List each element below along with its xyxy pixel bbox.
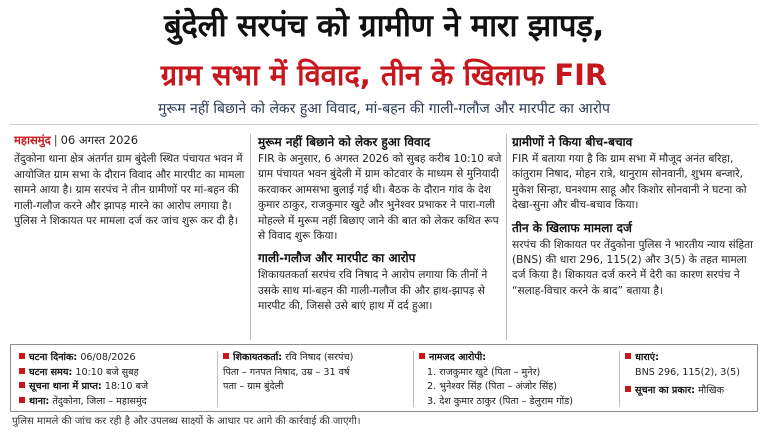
bullet-square-icon (625, 386, 631, 392)
column3-heading-1: ग्रामीणों ने किया बीच-बचाव (512, 135, 633, 149)
article-column-1 (14, 130, 246, 229)
headline-line2: ग्राम सभा में विवाद, तीन के खिलाफ FIR (160, 58, 608, 92)
complainant-details (223, 351, 409, 395)
column3-para-2: सरपंच की शिकायत पर तेंदुकोना पुलिस ने भारतीय न्याय संहिता (BNS) की धारा 296, 115(2) और 3(5) के तहत मामला दर्ज किया है। शिकायत दर्ज करने में देरी का कारण सरपंच ने “सलाह-विचार करने के बाद” बताया है। (512, 238, 753, 297)
sections-label: धाराएं: (635, 352, 659, 363)
dateline-date: 06 अगस्त 2026 (60, 133, 139, 147)
box-divider (619, 351, 620, 407)
info-type-label: सूचना का प्रकार: (635, 385, 695, 396)
bullet-square-icon (419, 353, 425, 359)
subheadline: मुरूम नहीं बिछाने को लेकर हुआ विवाद, मां-बहन की गाली-गलौज और मारपीट का आरोप (157, 101, 610, 117)
dateline-city: महासमुंद (14, 133, 51, 147)
accused-item: 1. राजकुमार खुटे (पिता – मुनेर) (427, 366, 541, 378)
accused-item: 2. भुनेश्वर सिंह (पिता – अंजोर सिंह) (427, 381, 558, 392)
divider (10, 124, 758, 125)
incident-row: घटना दिनांक: 06/08/2026 (19, 351, 215, 366)
bullet-square-icon (223, 353, 229, 359)
incident-row: थाना: तेंदुकोना, जिला – महासमुंद (19, 395, 215, 410)
complainant-name: रवि निषाद (सरपंच) (285, 352, 354, 363)
bullet-square-icon (19, 353, 25, 359)
column-divider (506, 134, 507, 340)
footer-note: पुलिस मामले की जांच कर रही है और उपलब्ध साक्ष्यों के आधार पर आगे की कार्रवाई की जाएगी। (12, 416, 361, 427)
box-divider (413, 351, 414, 407)
incident-row: सूचना थाना में प्राप्त: 18:10 बजे (19, 380, 215, 395)
headline-line1: बुंदेली सरपंच को ग्रामीण ने मारा झापड़, (164, 8, 604, 44)
case-details (625, 351, 755, 399)
dateline-separator: | (53, 133, 58, 147)
complainant-address: पता – ग्राम बुंदेली (223, 381, 284, 392)
column2-para-2: शिकायतकर्ता सरपंच रवि निषाद ने आरोप लगाया कि तीनों ने उसके साथ मां-बहन की गाली-गलौज की और हाथ-झापड़ से मारपीट की, जिससे उसे बाएं हाथ में दर्द हुआ। (258, 269, 488, 313)
bullet-square-icon (19, 397, 25, 403)
sections-value: BNS 296, 115(2), 3(5) (635, 366, 741, 378)
accused-label: नामजद आरोपी: (429, 352, 487, 363)
incident-row: घटना समय: 10:10 बजे सुबह (19, 366, 215, 381)
column1-body: तेंदुकोना थाना क्षेत्र अंतर्गत ग्राम बुंदेली स्थित पंचायत भवन में आयोजित ग्राम सभा के दौरान विवाद और मारपीट का मामला सामने आया है। ग्राम सरपंच ने तीन ग्रामीणों पर मां-बहन की गाली-गलौज करने और झापड़ मारने का आरोप लगाया है। पुलिस ने शिकायत पर मामला दर्ज कर जांच शुरू कर दी है। (14, 153, 245, 228)
column-divider (250, 134, 251, 340)
box-divider (217, 351, 218, 407)
accused-item: 3. देश कुमार ठाकुर (पिता – डेलुराम गोंड) (427, 395, 573, 407)
fact-box (10, 344, 758, 412)
info-type-value: मौखिक (698, 385, 724, 396)
column2-heading-1: मुरूम नहीं बिछाने को लेकर हुआ विवाद (258, 135, 431, 149)
bullet-square-icon (19, 382, 25, 388)
accused-details (419, 351, 615, 409)
column2-heading-2: गाली-गलौज और मारपीट का आरोप (258, 251, 416, 266)
column2-para-1: FIR के अनुसार, 6 अगस्त 2026 को सुबह करीब 10:10 बजे ग्राम पंचायत भवन बुंदेली में ग्राम कोटवार के माध्यम से मुनियादी करवाकर आमसभा बुलाई गई थी। बैठक के दौरान गांव के देश कुमार ठाकुर, राजकुमार खुटे और भुनेश्वर प्रभाकर ने पारा-गली मोहल्ले में मुरूम नहीं बिछाए जाने की बात को लेकर कथित रूप से विवाद शुरू किया। (258, 153, 502, 243)
complainant-label: शिकायतकर्ता: (233, 352, 283, 363)
column3-para-1: FIR में बताया गया है कि ग्राम सभा में मौजूद अनंत बरिहा, कांतुराम निषाद, मोहन रात्रे, थानुराम सोनवानी, शुभम बन्जारे, मुकेश सिन्हा, घनश्याम साहू और किशोर सोनवानी ने घटना को देखा-सुना और बीच-बचाव किया। (512, 153, 747, 212)
complainant-father: पिता – गनपत निषाद, उम्र – 31 वर्ष (223, 366, 350, 378)
bullet-square-icon (625, 353, 631, 359)
bullet-square-icon (19, 368, 25, 374)
article-column-2 (258, 130, 502, 315)
column3-heading-2: तीन के खिलाफ मामला दर्ज (512, 220, 632, 235)
article-column-3 (512, 130, 756, 299)
dateline (14, 133, 246, 148)
incident-details (19, 351, 215, 409)
